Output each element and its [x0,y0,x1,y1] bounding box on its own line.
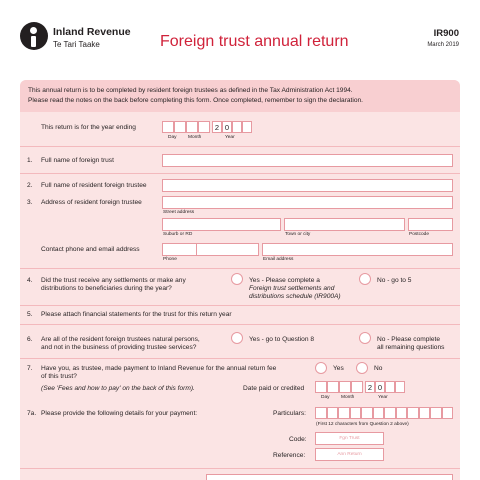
q6-yes-label: Yes - go to Question 8 [249,336,315,343]
q6-no-label-2: all remaining questions [377,344,445,351]
q7-yes-radio[interactable] [315,362,327,374]
contact-label: Contact phone and email address [41,246,140,253]
year-year-1[interactable] [232,121,242,133]
code-field: Fgn Trust [315,432,384,445]
form-code: IR900 [433,28,459,39]
year-month-2[interactable] [198,121,210,133]
year-century-2: 0 [222,121,232,133]
date-paid-label: Date paid or credited [243,385,305,392]
q4-label-2: distributions to beneficiaries during the year? [41,285,172,292]
paid-year-1[interactable] [385,381,395,393]
q3-label: Address of resident foreign trustee [41,199,142,206]
q1-label: Full name of foreign trust [41,157,114,164]
particulars-cell[interactable] [384,407,396,419]
reference-label: Reference: [273,452,306,459]
year-day-caption: Day [168,135,177,140]
particulars-input[interactable] [315,407,453,419]
q7-label-1: Have you, as trustee, made payment to Inland Revenue for the annual return fee [41,365,277,372]
q7-no-radio[interactable] [356,362,368,374]
intro-line-2: Please read the notes on the back before completing this form. Once completed, remember to sign the declaration. [28,97,363,104]
code-label: Code: [289,436,307,443]
q4-label-1: Did the trust receive any settlements or make any [41,277,186,284]
form-title: Foreign trust annual return [160,33,349,50]
intro-line-1: This annual return is to be completed by resident foreign trustees as defined in the Tax Administration Act 1994. [28,87,353,94]
q6-no-label-1: No - Please complete [377,336,441,343]
separator [20,324,460,325]
year-month-caption: Month [188,135,202,140]
paid-year-2[interactable] [395,381,405,393]
q2-label: Full name of resident foreign trustee [41,182,147,189]
q7a-label: Please provide the following details for your payment: [41,410,198,417]
street-address-caption: Street address [163,210,195,215]
paid-century-2: 0 [375,381,385,393]
email-caption: Email address [263,257,294,262]
particulars-cell[interactable] [396,407,408,419]
town-input[interactable] [284,218,405,231]
particulars-cell[interactable] [407,407,419,419]
year-day-2[interactable] [174,121,186,133]
suburb-input[interactable] [162,218,281,231]
year-month-1[interactable] [186,121,198,133]
paid-day-2[interactable] [327,381,339,393]
particulars-label: Particulars: [273,410,306,417]
separator [20,468,460,469]
paid-month-caption: Month [341,395,355,400]
q7-label-2: of this trust? [41,373,77,380]
postcode-input[interactable] [408,218,453,231]
paid-day-caption: Day [321,395,330,400]
q6-label-1: Are all of the resident foreign trustees natural persons, [41,336,200,343]
phone-area-input[interactable] [162,243,197,256]
q7a-number: 7a. [27,410,37,417]
paid-month-1[interactable] [339,381,351,393]
paid-month-2[interactable] [351,381,363,393]
separator [20,173,460,174]
next-question-input[interactable] [206,474,453,480]
q6-label-2: and not in the business of providing trustee services? [41,344,197,351]
year-century-1: 2 [212,121,222,133]
q4-yes-label-1: Yes - Please complete a [249,277,320,284]
q7-no-label: No [374,365,383,372]
particulars-cell[interactable] [430,407,442,419]
paid-century-1: 2 [365,381,375,393]
reference-field: Ann Return [315,448,384,461]
particulars-cell[interactable] [373,407,385,419]
phone-caption: Phone [163,257,177,262]
q7-number: 7. [27,365,33,372]
particulars-cell[interactable] [442,407,454,419]
paid-day-1[interactable] [315,381,327,393]
q1-number: 1. [27,157,33,164]
q7-yes-label: Yes [333,365,344,372]
q3-number: 3. [27,199,33,206]
q4-no-radio[interactable] [359,273,371,285]
q4-yes-label-2: Foreign trust settlements and [249,285,335,292]
particulars-cell[interactable] [419,407,431,419]
phone-input[interactable] [196,243,259,256]
intro-box [20,80,460,112]
q7-note: (See 'Fees and how to pay' on the back of this form). [41,385,195,392]
q5-label: Please attach financial statements for the trust for this return year [41,311,232,318]
separator [20,305,460,306]
email-input[interactable] [262,243,453,256]
separator [20,146,460,147]
inland-revenue-logo-icon [20,22,48,50]
separator [20,358,460,359]
trustee-name-input[interactable] [162,179,453,192]
q4-no-label: No - go to 5 [377,277,412,284]
q6-yes-radio[interactable] [231,332,243,344]
q6-number: 6. [27,336,33,343]
year-day-1[interactable] [162,121,174,133]
street-address-input[interactable] [162,196,453,209]
q4-yes-label-3: distributions schedule (IR900A) [249,293,341,300]
form-date: March 2019 [427,42,459,48]
q4-number: 4. [27,277,33,284]
postcode-caption: Postcode [409,232,430,237]
q6-no-radio[interactable] [359,332,371,344]
foreign-trust-name-input[interactable] [162,154,453,167]
org-maori-name: Te Tari Taake [53,40,100,49]
separator [20,268,460,269]
year-year-caption: Year [225,135,235,140]
q5-number: 5. [27,311,33,318]
q4-yes-radio[interactable] [231,273,243,285]
q2-number: 2. [27,182,33,189]
particulars-hint: (First 12 characters from Question 2 above) [316,422,409,427]
year-year-2[interactable] [242,121,252,133]
town-caption: Town or city [285,232,311,237]
particulars-cell[interactable] [315,407,327,419]
suburb-caption: Suburb or RD [163,232,193,237]
particulars-cell[interactable] [361,407,373,419]
paid-year-caption: Year [378,395,388,400]
particulars-cell[interactable] [327,407,339,419]
particulars-cell[interactable] [350,407,362,419]
org-name: Inland Revenue [53,26,131,38]
particulars-cell[interactable] [338,407,350,419]
year-ending-label: This return is for the year ending [41,124,136,131]
